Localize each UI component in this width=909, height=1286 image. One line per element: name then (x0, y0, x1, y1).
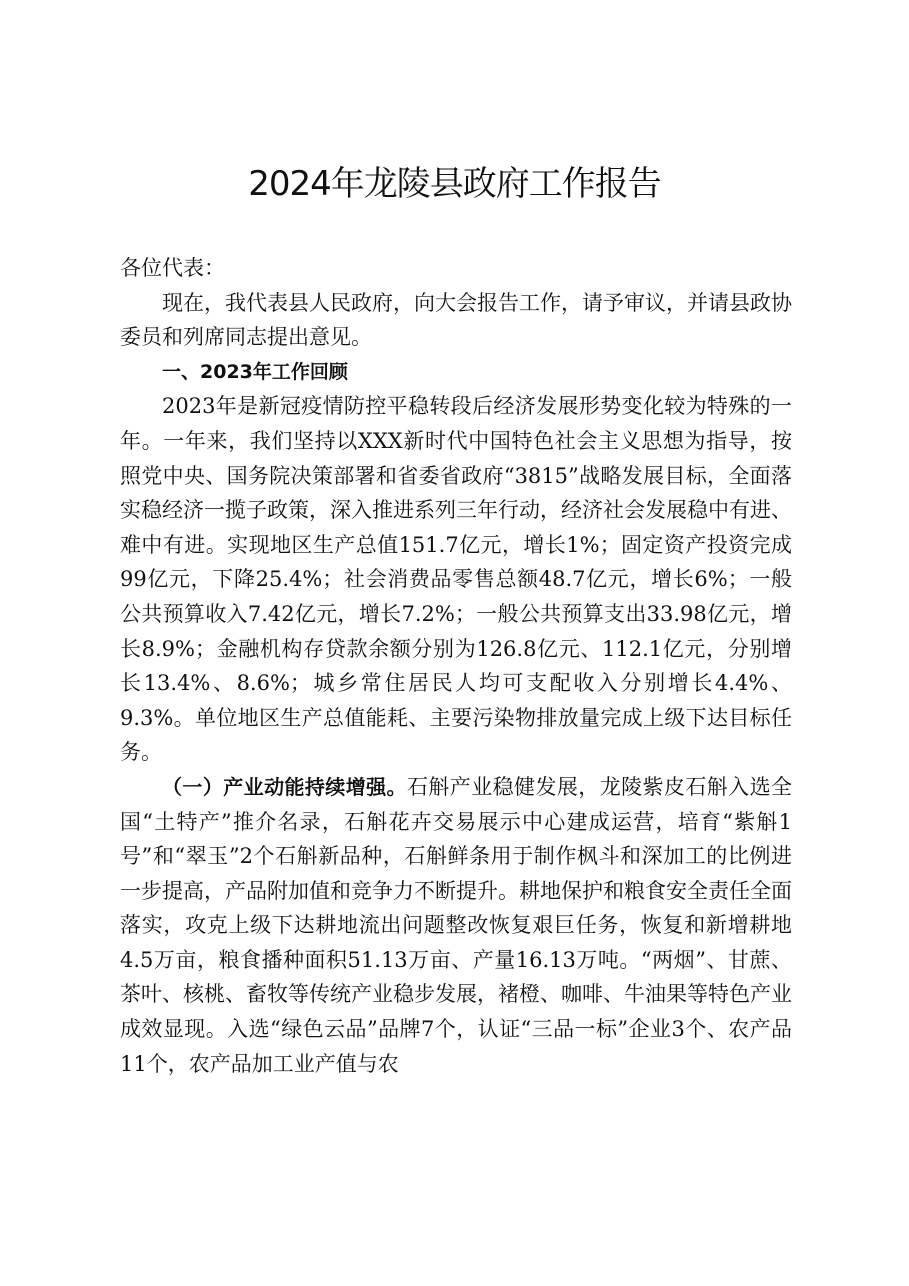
subsection-body: 石斛产业稳健发展，龙陵紫皮石斛入选全国“土特产”推介名录，石斛花卉交易展示中心建成运营，培育“紫斛1号”和“翠玉”2个石斛新品种，石斛鲜条用于制作枫斗和深加工的比例进一步提高，产品附加值和竞争力不断提升。耕地保护和粮食安全责任全面落实，攻克上级下达耕地流出问题整改恢复艰巨任务，恢复和新增耕地4.5万亩，粮食播种面积51.13万亩、产量16.13万吨。“两烟”、甘蔗、茶叶、核桃、畜牧等传统产业稳步发展，褚橙、咖啡、牛油果等特色产业成效显现。入选“绿色云品”品牌7个，认证“三品一标”企业3个、农产品11个，农产品加工业产值与农 (120, 774, 793, 1076)
subsection-heading: （一）产业动能持续增强。 (162, 774, 407, 799)
subsection-paragraph (120, 770, 792, 1081)
document-title: 2024年龙陵县政府工作报告 (248, 164, 661, 204)
document-body (120, 251, 792, 1081)
salutation: 各位代表： (120, 256, 225, 280)
section-heading: 一、2023年工作回顾 (162, 360, 348, 383)
intro-paragraph: 现在，我代表县人民政府，向大会报告工作，请予审议，并请县政协委员和列席同志提出意见。 (120, 290, 792, 350)
review-paragraph: 2023年是新冠疫情防控平稳转段后经济发展形势变化较为特殊的一年。一年来，我们坚持以XXX新时代中国特色社会主义思想为指导，按照党中央、国务院决策部署和省委省政府“3815”战略发展目标，全面落实稳经济一揽子政策，深入推进系列三年行动，经济社会发展稳中有进、难中有进。实现地区生产总值151.7亿元，增长1%；固定资产投资完成99亿元，下降25.4%；社会消费品零售总额48.7亿元，增长6%；一般公共预算收入7.42亿元，增长7.2%；一般公共预算支出33.98亿元，增长8.9%；金融机构存贷款余额分别为126.8亿元、112.1亿元，分别增长13.4%、8.6%；城乡常住居民人均可支配收入分别增长4.4%、9.3%。单位地区生产总值能耗、主要污染物排放量完成上级下达目标任务。 (120, 394, 792, 765)
